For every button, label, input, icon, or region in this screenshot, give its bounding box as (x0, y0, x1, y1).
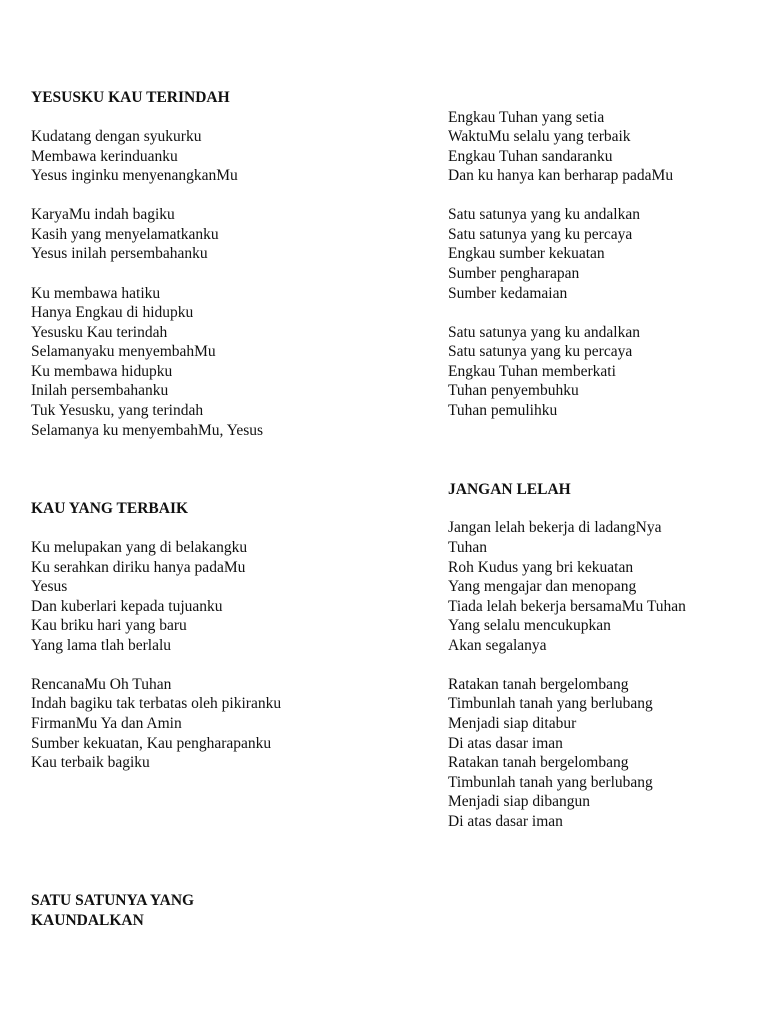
lyric-line: Engkau Tuhan memberkati (448, 363, 616, 380)
lyric-line: Satu satunya yang ku andalkan (448, 324, 640, 341)
lyric-line: Yesusku Kau terindah (31, 324, 168, 341)
lyric-line: Akan segalanya (448, 637, 547, 654)
lyric-line: Ku serahkan diriku hanya padaMu (31, 559, 246, 576)
lyric-line: Menjadi siap ditabur (448, 715, 577, 732)
lyric-line: Sumber pengharapan (448, 265, 580, 282)
lyric-line: Di atas dasar iman (448, 735, 563, 752)
lyric-line: Yang selalu mencukupkan (448, 617, 611, 634)
lyric-line: Yesus inilah persembahanku (31, 245, 208, 262)
lyric-line: Kudatang dengan syukurku (31, 128, 202, 145)
lyric-line: Tiada lelah bekerja bersamaMu Tuhan (448, 598, 686, 615)
lyric-line: Ratakan tanah bergelombang (448, 754, 629, 771)
lyric-line: Indah bagiku tak terbatas oleh pikiranku (31, 695, 282, 712)
lyric-line: Ku membawa hidupku (31, 363, 173, 380)
lyric-line: Satu satunya yang ku andalkan (448, 206, 640, 223)
lyric-line: Ku melupakan yang di belakangku (31, 539, 248, 556)
lyric-line: Satu satunya yang ku percaya (448, 343, 633, 360)
lyric-line: WaktuMu selalu yang terbaik (448, 128, 631, 145)
lyric-line: Tuhan (448, 539, 488, 556)
lyric-line: Dan ku hanya kan berharap padaMu (448, 167, 674, 184)
song-title: JANGAN LELAH (448, 481, 571, 498)
lyric-line: Yesus inginku menyenangkanMu (31, 167, 238, 184)
lyric-line: Kasih yang menyelamatkanku (31, 226, 219, 243)
lyric-line: Di atas dasar iman (448, 813, 563, 830)
lyric-line: Sumber kedamaian (448, 285, 568, 302)
lyric-line: Membawa kerinduanku (31, 148, 178, 165)
lyric-line: Engkau sumber kekuatan (448, 245, 605, 262)
song-title: SATU SATUNYA YANG (31, 892, 195, 909)
lyric-line: KaryaMu indah bagiku (31, 206, 175, 223)
lyric-line: Ratakan tanah bergelombang (448, 676, 629, 693)
lyric-line: Yang lama tlah berlalu (31, 637, 172, 654)
lyric-line: Selamanya ku menyembahMu, Yesus (31, 422, 264, 439)
lyric-line: Jangan lelah bekerja di ladangNya (448, 519, 662, 536)
lyric-line: Timbunlah tanah yang berlubang (448, 774, 653, 791)
lyric-line: Tuhan penyembuhku (448, 382, 579, 399)
lyric-line: Tuhan pemulihku (448, 402, 558, 419)
lyric-line: Yang mengajar dan menopang (448, 578, 637, 595)
lyric-line: Selamanyaku menyembahMu (31, 343, 216, 360)
lyric-line: Tuk Yesusku, yang terindah (31, 402, 204, 419)
lyric-line: Yesus (31, 578, 68, 595)
lyric-line: Timbunlah tanah yang berlubang (448, 695, 653, 712)
lyric-line: RencanaMu Oh Tuhan (31, 676, 172, 693)
lyric-line: Hanya Engkau di hidupku (31, 304, 194, 321)
lyric-line: Menjadi siap dibangun (448, 793, 591, 810)
lyric-line: Engkau Tuhan sandaranku (448, 148, 613, 165)
lyric-line: Satu satunya yang ku percaya (448, 226, 633, 243)
lyric-line: FirmanMu Ya dan Amin (31, 715, 182, 732)
song-title: KAUNDALKAN (31, 912, 144, 929)
lyric-line: Inilah persembahanku (31, 382, 169, 399)
lyric-line: Engkau Tuhan yang setia (448, 109, 605, 126)
lyric-line: Kau terbaik bagiku (31, 754, 150, 771)
lyric-line: Roh Kudus yang bri kekuatan (448, 559, 634, 576)
lyric-line: Kau briku hari yang baru (31, 617, 187, 634)
song-title: YESUSKU KAU TERINDAH (31, 89, 230, 106)
lyric-line: Ku membawa hatiku (31, 285, 161, 302)
lyric-line: Sumber kekuatan, Kau pengharapanku (31, 735, 272, 752)
song-title: KAU YANG TERBAIK (31, 500, 189, 517)
lyric-line: Dan kuberlari kepada tujuanku (31, 598, 223, 615)
